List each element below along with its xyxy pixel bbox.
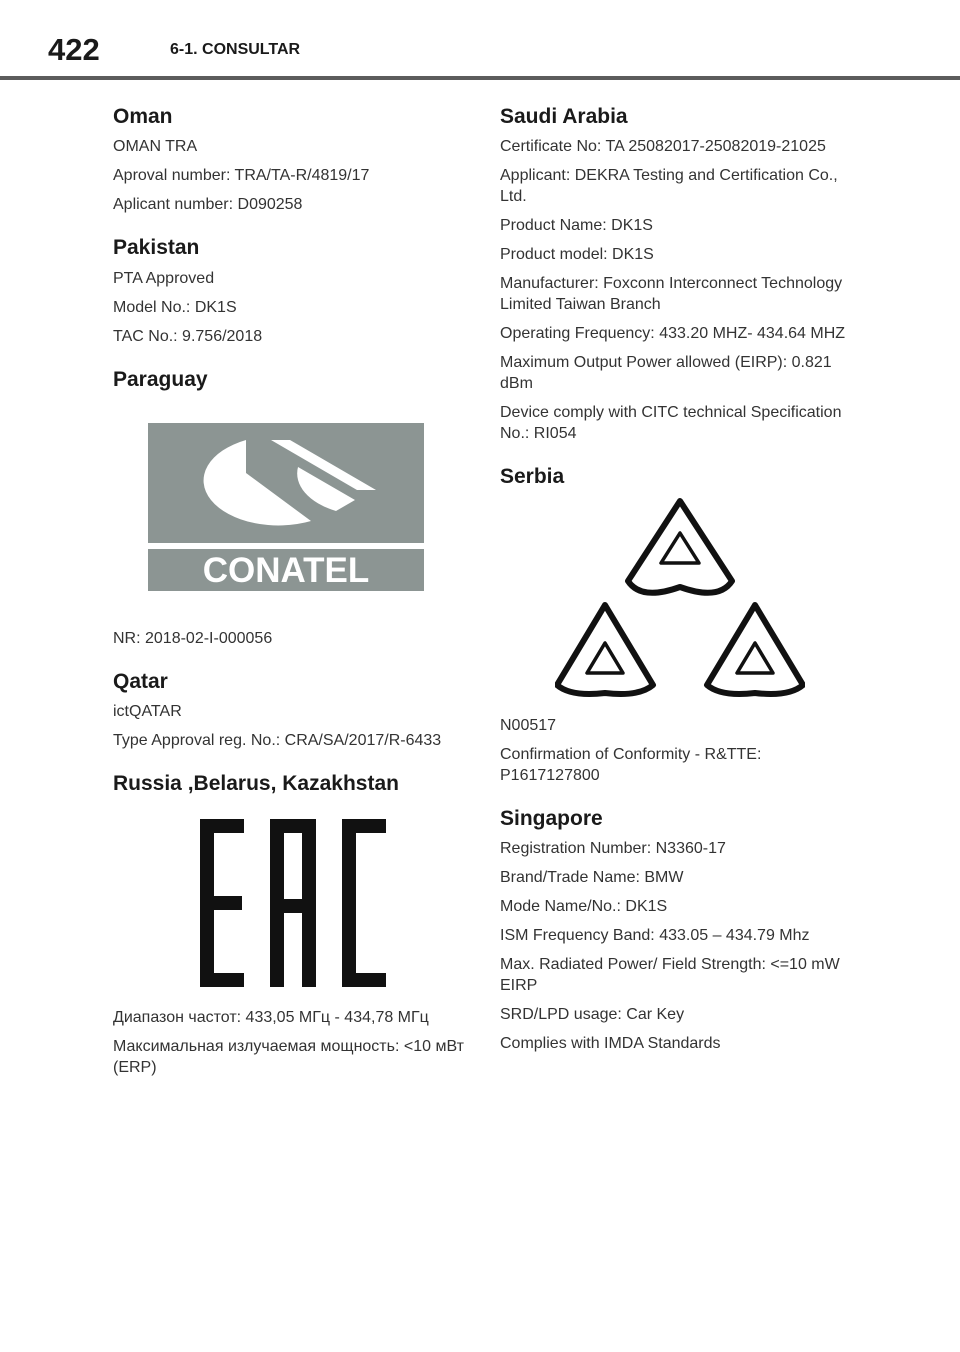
text-line: Aproval number: TRA/TA-R/4819/17 bbox=[113, 167, 370, 185]
text-line: Type Approval reg. No.: CRA/SA/2017/R-6433 bbox=[113, 732, 442, 749]
text-line: Product model: DK1S bbox=[500, 246, 654, 264]
text-line: Applicant: DEKRA Testing and Certification Co., Ltd. bbox=[500, 167, 838, 206]
text-line: Aplicant number: D090258 bbox=[113, 196, 303, 214]
text-line: PTA Approved bbox=[113, 269, 215, 287]
heading-saudi-arabia: Saudi Arabia bbox=[500, 105, 628, 128]
text-line: Диапазон частот: 433,05 МГц - 434,78 МГц bbox=[113, 1009, 429, 1027]
text-line: N00517 bbox=[500, 716, 557, 734]
section-paraguay bbox=[113, 367, 473, 649]
right-column bbox=[500, 104, 860, 1074]
text-line: ictQATAR bbox=[113, 703, 182, 720]
page-number: 422 bbox=[48, 32, 100, 67]
eac-mark bbox=[113, 819, 473, 987]
text-line: Operating Frequency: 433.20 MHZ- 434.64 MHZ bbox=[500, 325, 846, 343]
text-line: OMAN TRA bbox=[113, 138, 198, 156]
text-line: Maximum Output Power allowed (EIRP): 0.821 dBm bbox=[500, 354, 832, 393]
serbia-conformity-mark bbox=[500, 497, 860, 699]
section-russia bbox=[113, 771, 473, 1078]
header-rule bbox=[0, 76, 960, 80]
triple-triangle-icon bbox=[555, 497, 805, 699]
text-line: Registration Number: N3360-17 bbox=[500, 839, 726, 857]
text-line: Certificate No: TA 25082017-25082019-21025 bbox=[500, 138, 826, 156]
conatel-logo-graphic bbox=[148, 423, 424, 591]
eac-mark-graphic bbox=[198, 819, 388, 987]
text-line: Complies with IMDA Standards bbox=[500, 1034, 721, 1052]
left-column bbox=[113, 104, 473, 1098]
text-line: Device comply with CITC technical Specification No.: RI054 bbox=[500, 404, 842, 443]
section-singapore bbox=[500, 806, 860, 1054]
heading-pakistan: Pakistan bbox=[113, 236, 200, 260]
heading-russia: Russia ,Belarus, Kazakhstan bbox=[113, 772, 399, 795]
text-line: Mode Name/No.: DK1S bbox=[500, 897, 668, 915]
conatel-logo-text: CONATEL bbox=[202, 550, 370, 590]
heading-oman: Oman bbox=[113, 105, 173, 128]
page-header bbox=[0, 0, 960, 82]
text-line: Confirmation of Conformity - R&TTE: P1617127800 bbox=[500, 745, 762, 784]
conatel-logo bbox=[148, 423, 473, 596]
text-line: Max. Radiated Power/ Field Strength: <=10 mW EIRP bbox=[500, 955, 840, 994]
section-title: 6-1. CONSULTAR bbox=[170, 41, 301, 58]
text-line: Product Name: DK1S bbox=[500, 217, 653, 235]
section-oman bbox=[113, 104, 473, 215]
text-line: SRD/LPD usage: Car Key bbox=[500, 1005, 685, 1023]
section-saudi-arabia bbox=[500, 104, 860, 444]
section-pakistan bbox=[113, 235, 473, 346]
heading-serbia: Serbia bbox=[500, 465, 565, 489]
text-line: TAC No.: 9.756/2018 bbox=[113, 327, 263, 345]
text-line: NR: 2018-02-I-000056 bbox=[113, 629, 273, 647]
text-line: Максимальная излучаемая мощность: <10 мВт (ERP) bbox=[113, 1038, 464, 1077]
heading-paraguay: Paraguay bbox=[113, 367, 208, 391]
text-line: Model No.: DK1S bbox=[113, 298, 237, 316]
text-line: ISM Frequency Band: 433.05 – 434.79 Mhz bbox=[500, 926, 810, 944]
text-line: Brand/Trade Name: BMW bbox=[500, 868, 684, 886]
section-serbia bbox=[500, 464, 860, 785]
text-line: Manufacturer: Foxconn Interconnect Technology Limited Taiwan Branch bbox=[500, 275, 843, 314]
heading-singapore: Singapore bbox=[500, 806, 603, 830]
section-qatar bbox=[113, 669, 473, 751]
heading-qatar: Qatar bbox=[113, 669, 168, 693]
